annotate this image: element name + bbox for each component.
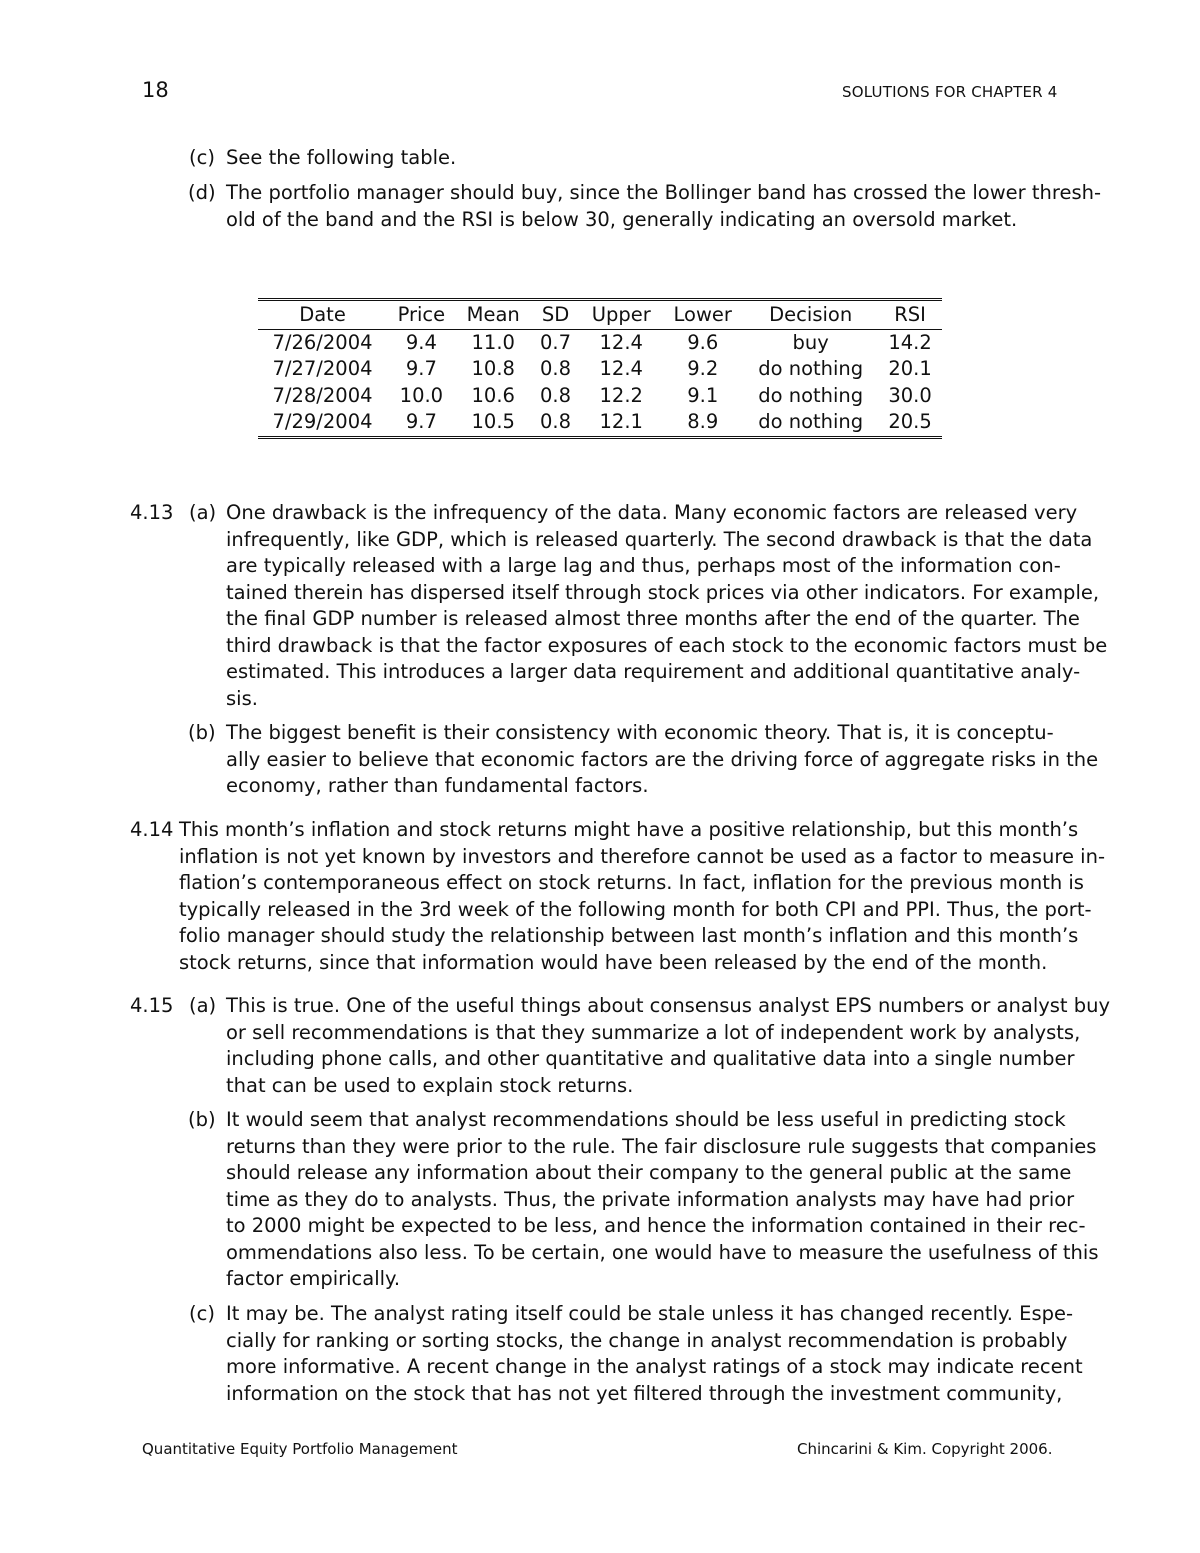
table-cell: 9.7 <box>405 357 437 380</box>
table-row <box>258 409 942 437</box>
q4-13-a-text <box>226 500 1107 712</box>
text-line: flation’s contemporaneous effect on stock returns. In fact, inflation for the previous month is <box>179 871 1084 894</box>
text-line: that can be used to explain stock returns. <box>226 1073 634 1097</box>
table-cell: 9.6 <box>687 330 719 354</box>
text-line: stock returns, since that information would have been released by the end of the month. <box>179 950 1048 974</box>
table-cell: 9.4 <box>405 330 437 354</box>
q4-15-b-label: (b) <box>188 1108 216 1131</box>
text-line: The portfolio manager should buy, since the Bollinger band has crossed the lower thresh- <box>226 181 1101 204</box>
table-cell: 8.9 <box>687 410 719 433</box>
text-line: or sell recommendations is that they summarize a lot of independent work by analysts, <box>226 1020 1081 1044</box>
column-header: RSI <box>878 300 942 330</box>
footer-book-title: Quantitative Equity Portfolio Management <box>142 1440 458 1458</box>
text-line: ally easier to believe that economic factors are the driving force of aggregate risks in the <box>226 747 1099 771</box>
column-header: Decision <box>743 300 878 330</box>
text-line: are typically released with a large lag and thus, perhaps most of the information con- <box>226 554 1061 577</box>
text-line: to 2000 might be expected to be less, and hence the information contained in their rec- <box>226 1214 1086 1237</box>
q4-15-a-label: (a) <box>189 994 217 1017</box>
text-line: including phone calls, and other quantitative and qualitative data into a single number <box>226 1047 1075 1070</box>
bollinger-rsi-table <box>258 298 942 439</box>
item-d-text <box>226 180 1101 233</box>
table-cell: do nothing <box>758 383 864 407</box>
column-header: Mean <box>456 300 531 330</box>
text-line: This month’s inflation and stock returns might have a positive relationship, but this month’s <box>179 818 1079 841</box>
table-cell: 20.1 <box>888 357 932 380</box>
table-cell: 10.6 <box>471 383 515 407</box>
text-line: tained therein has dispersed itself through stock prices via other indicators. For example, <box>226 580 1100 604</box>
text-line: One drawback is the infrequency of the data. Many economic factors are released very <box>226 501 1078 524</box>
table-cell: 20.5 <box>888 410 932 433</box>
table-cell: 30.0 <box>888 383 932 407</box>
table-row <box>258 329 942 356</box>
table-cell: 7/27/2004 <box>272 357 373 380</box>
q4-13-b-label: (b) <box>188 721 216 744</box>
text-line: third drawback is that the factor exposures of each stock to the economic factors must be <box>226 633 1108 657</box>
text-line: should release any information about their company to the general public at the same <box>226 1161 1072 1184</box>
item-c-text <box>226 145 456 172</box>
table-cell: 10.8 <box>471 357 515 380</box>
column-header: Price <box>387 300 456 330</box>
text-line: ommendations also less. To be certain, one would have to measure the usefulness of this <box>226 1240 1099 1264</box>
q4-13-a-label: (a) <box>189 501 217 524</box>
table-cell: 9.7 <box>405 410 437 433</box>
text-line: economy, rather than fundamental factors. <box>226 774 649 797</box>
running-head: SOLUTIONS FOR CHAPTER 4 <box>842 83 1058 101</box>
table-cell: do nothing <box>758 357 864 380</box>
table-cell: 12.2 <box>599 383 643 407</box>
table-cell: 14.2 <box>888 330 932 354</box>
table-cell: 10.5 <box>471 410 515 433</box>
text-line: The biggest benefit is their consistency with economic theory. That is, it is conceptu- <box>226 721 1054 744</box>
text-line: information on the stock that has not yet filtered through the investment community, <box>226 1381 1063 1405</box>
q4-15-c-text <box>226 1301 1083 1407</box>
text-line: It would seem that analyst recommendations should be less useful in predicting stock <box>226 1108 1066 1131</box>
q4-15-a-text <box>226 993 1110 1099</box>
table-header-row <box>258 300 942 330</box>
text-line: more informative. A recent change in the analyst ratings of a stock may indicate recent <box>226 1355 1083 1378</box>
item-d-label: (d) <box>188 181 216 204</box>
table-cell: 12.1 <box>599 410 643 433</box>
page-number: 18 <box>142 78 169 102</box>
table-cell: 11.0 <box>471 330 515 354</box>
text-line: typically released in the 3rd week of the following month for both CPI and PPI. Thus, the port- <box>179 897 1092 921</box>
table-cell: 9.1 <box>687 383 719 407</box>
q4-15-c-label: (c) <box>189 1302 215 1325</box>
text-line: factor empirically. <box>226 1267 401 1290</box>
text-line: folio manager should study the relationship between last month’s inflation and this month’s <box>179 924 1079 947</box>
table-row <box>258 383 942 410</box>
text-line: time as they do to analysts. Thus, the private information analysts may have had prior <box>226 1187 1075 1211</box>
table-cell: buy <box>792 330 829 354</box>
table-cell: 0.8 <box>540 357 572 380</box>
table-cell: 7/28/2004 <box>272 383 373 407</box>
text-line: See the following table. <box>226 146 457 169</box>
text-line: inflation is not yet known by investors and therefore cannot be used as a factor to measure in- <box>179 844 1105 868</box>
text-line: infrequently, like GDP, which is released quarterly. The second drawback is that the data <box>226 527 1093 551</box>
table-cell: 0.7 <box>540 330 572 354</box>
text-line: This is true. One of the useful things about consensus analyst EPS numbers or analyst buy <box>226 994 1111 1017</box>
item-c-label: (c) <box>189 146 215 169</box>
column-header: Upper <box>580 300 662 330</box>
table-cell: 0.8 <box>540 383 572 407</box>
table-cell: 0.8 <box>540 410 572 433</box>
table-cell: do nothing <box>758 410 864 433</box>
table-row <box>258 356 942 383</box>
text-line: the final GDP number is released almost three months after the end of the quarter. The <box>226 607 1080 630</box>
table-cell: 10.0 <box>399 383 444 407</box>
text-line: sis. <box>226 686 258 710</box>
table-cell: 12.4 <box>599 357 643 380</box>
q4-15-b-text <box>226 1107 1099 1293</box>
footer-copyright: Chincarini & Kim. Copyright 2006. <box>797 1440 1053 1458</box>
q4-14-text <box>179 817 1105 976</box>
text-line: It may be. The analyst rating itself could be stale unless it has changed recently. Espe- <box>226 1302 1074 1325</box>
text-line: cially for ranking or sorting stocks, the change in analyst recommendation is probably <box>226 1328 1068 1352</box>
table-cell: 12.4 <box>599 330 643 354</box>
question-4-14-number: 4.14 <box>130 818 174 841</box>
column-header: SD <box>531 300 581 330</box>
text-line: old of the band and the RSI is below 30, generally indicating an oversold market. <box>226 207 1018 231</box>
table-cell: 7/29/2004 <box>272 410 373 433</box>
column-header: Date <box>258 300 387 330</box>
table-cell: 7/26/2004 <box>272 330 373 354</box>
question-4-15-number: 4.15 <box>130 994 174 1017</box>
question-4-13-number: 4.13 <box>130 501 174 524</box>
column-header: Lower <box>662 300 743 330</box>
q4-13-b-text <box>226 720 1098 800</box>
text-line: estimated. This introduces a larger data requirement and additional quantitative analy- <box>226 660 1081 683</box>
table-cell: 9.2 <box>687 357 719 380</box>
text-line: returns than they were prior to the rule. The fair disclosure rule suggests that companies <box>226 1134 1097 1158</box>
